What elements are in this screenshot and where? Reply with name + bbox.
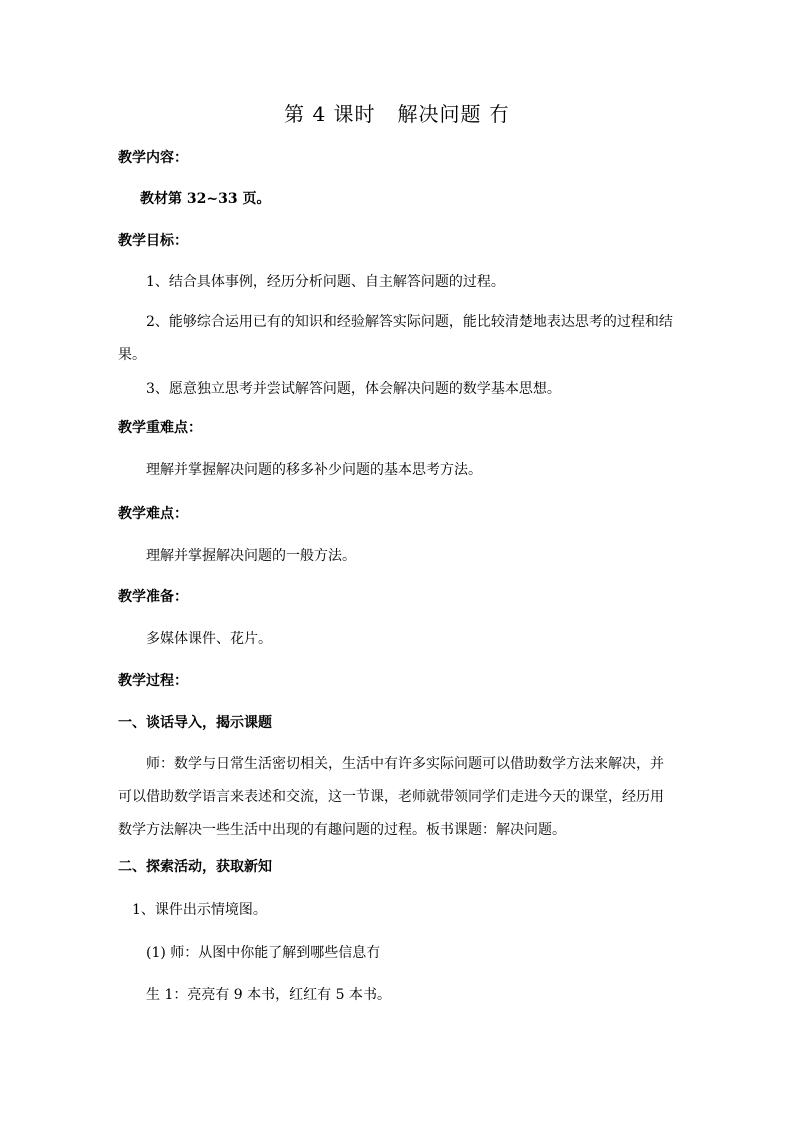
heading-key-points: 教学重难点： xyxy=(118,420,202,436)
title-lesson-number: 第 4 课时 xyxy=(284,102,376,126)
content-text: 教材第 32~33 页。 xyxy=(140,191,271,207)
student-answer-1: 生 1：亮亮有 9 本书，红红有 5 本书。 xyxy=(146,987,391,1003)
step-1-question: (1) 师：从图中你能了解到哪些信息冇 xyxy=(146,945,381,961)
part-1-paragraph: 师：数学与日常生活密切相关，生活中有许多实际问题可以借助数学方法来解决，并可以借助数学语言来表述和交流，这一节课，老师就带领同学们走进今天的课堂，经历用数学方法解决一些生活中出现的有趣问题的过程。板书课题：解决问题。 xyxy=(118,756,664,838)
goal-item-1: 1、结合具体事例，经历分析问题、自主解答问题的过程。 xyxy=(146,274,505,290)
heading-preparation: 教学准备： xyxy=(118,589,188,605)
goal-item-3: 3、愿意独立思考并尝试解答问题，体会解决问题的数学基本思想。 xyxy=(146,381,561,397)
goal-item-2: 2、能够综合运用已有的知识和经验解答实际问题，能比较清楚地表达思考的过程和结果。 xyxy=(118,314,673,363)
page-title xyxy=(0,100,794,128)
heading-difficulties: 教学难点： xyxy=(118,506,188,522)
title-topic: 解决问题 冇 xyxy=(397,102,510,126)
key-points-text: 理解并掌握解决问题的移多补少问题的基本思考方法。 xyxy=(146,462,482,478)
step-1: 1、课件出示情境图。 xyxy=(132,902,267,918)
preparation-text: 多媒体课件、花片。 xyxy=(146,631,272,647)
difficulties-text: 理解并掌握解决问题的一般方法。 xyxy=(146,548,356,564)
heading-part-2: 二、探索活动，获取新知 xyxy=(118,859,272,875)
heading-part-1: 一、谈话导入，揭示课题 xyxy=(118,715,272,731)
heading-goals: 教学目标： xyxy=(118,233,188,249)
heading-content: 教学内容： xyxy=(118,150,188,166)
heading-process: 教学过程： xyxy=(118,673,188,689)
